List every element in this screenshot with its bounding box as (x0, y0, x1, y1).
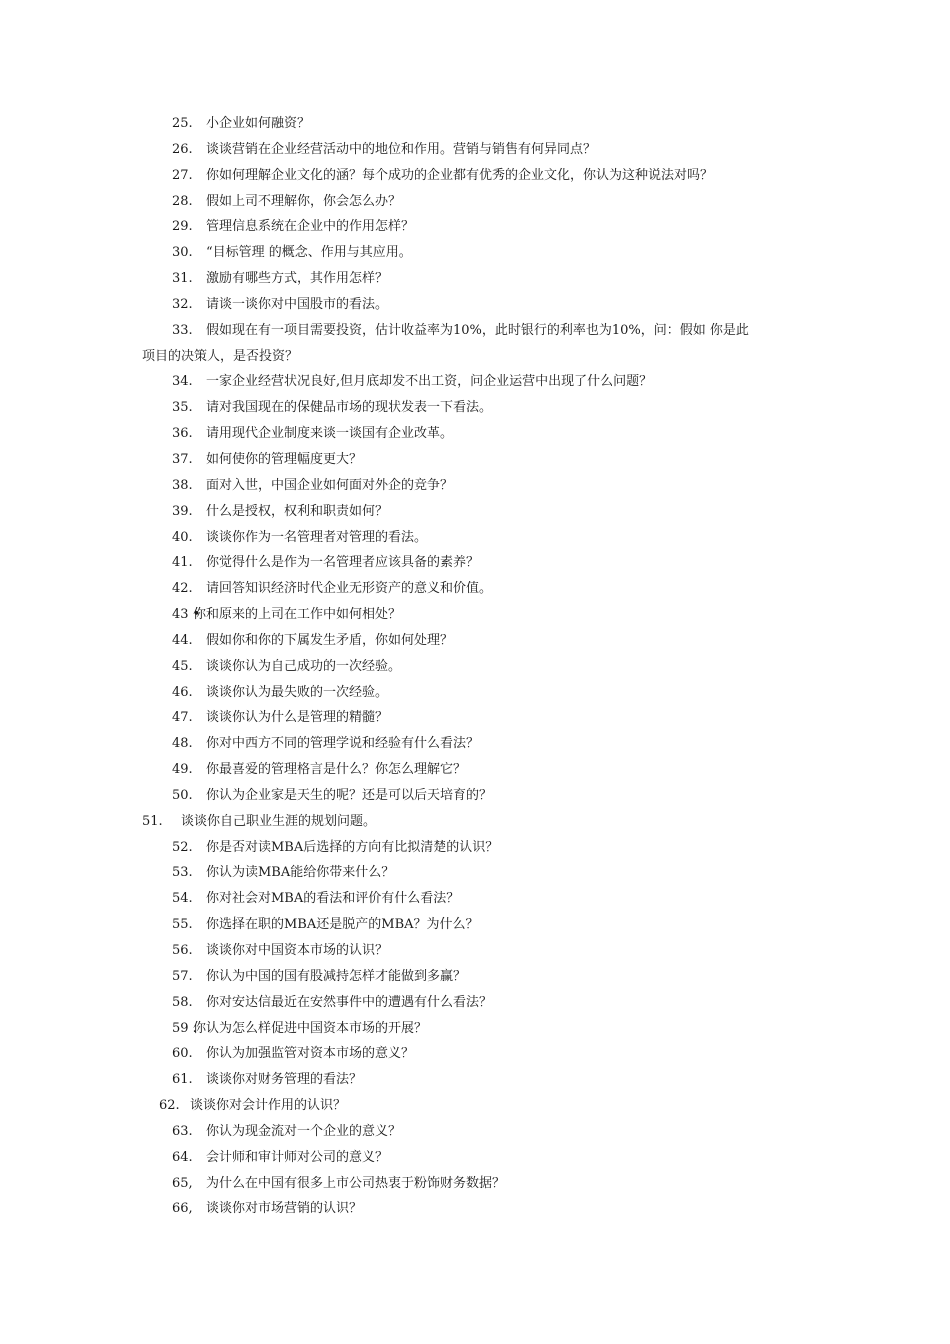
list-item (0, 525, 950, 551)
item-number: 42. (172, 581, 193, 597)
item-number: 27. (172, 167, 193, 183)
list-item (0, 369, 950, 395)
item-number: 25. (172, 116, 193, 131)
item-number: 65, (172, 1175, 193, 1191)
list-item (0, 809, 950, 835)
item-number: 48. (172, 736, 193, 752)
item-text: 你认为企业家是天生的呢？还是可以后天培育的？ (206, 787, 493, 803)
item-number: 58. (172, 994, 193, 1010)
item-text: 假如你和你的下属发生矛盾，你如何处理？ (206, 632, 454, 648)
item-text: 谈谈你对市场营销的认识？ (206, 1201, 363, 1217)
list-item (0, 1196, 950, 1222)
item-number: 61. (172, 1072, 193, 1088)
item-text: 请用现代企业制度来谈一谈国有企业改革。 (206, 426, 454, 442)
item-text: 你认为怎么样促进中国资本市场的开展？ (193, 1020, 428, 1036)
item-text: 谈谈你认为最失败的一次经验。 (206, 684, 389, 700)
item-text: 请对我国现在的保健品市场的现状发表一下看法。 (206, 400, 493, 416)
item-text: 一家企业经营状况良好,但月底却发不出工资，问企业运营中出现了什么问题？ (206, 374, 653, 390)
item-number: 59 . (172, 1020, 197, 1036)
list-item (0, 835, 950, 861)
item-text: 什么是授权，权利和职责如何？ (206, 503, 389, 519)
item-number: 53. (172, 865, 193, 881)
list-item (0, 499, 950, 525)
list-item (0, 1041, 950, 1067)
item-text: 谈谈你对财务管理的看法？ (206, 1072, 363, 1088)
list-item (0, 757, 950, 783)
item-number: 47. (172, 710, 193, 726)
item-number: 33. (172, 322, 193, 338)
list-item (0, 1171, 950, 1197)
item-number: 35. (172, 400, 193, 416)
list-item (0, 1016, 950, 1042)
list-item (0, 163, 950, 189)
item-text: 假如上司不理解你，你会怎么办？ (206, 193, 402, 209)
list-item (0, 1145, 950, 1171)
item-text: 你觉得什么是作为一名管理者应该具备的素养？ (206, 555, 480, 571)
item-number: 64. (172, 1149, 193, 1165)
item-text: 激励有哪些方式，其作用怎样？ (206, 271, 389, 287)
list-item (0, 473, 950, 499)
list-item (0, 447, 950, 473)
item-number: 45. (172, 658, 193, 674)
item-number: 63. (172, 1123, 193, 1139)
list-item (0, 1119, 950, 1145)
item-text: 你对社会对MBA的看法和评价有什么看法？ (206, 891, 460, 907)
item-number: 46. (172, 684, 193, 700)
item-number: 39. (172, 503, 193, 519)
item-text: 你认为读MBA能给你带来什么？ (206, 865, 395, 881)
list-item (0, 240, 950, 266)
item-number: 41. (172, 555, 193, 571)
list-item (0, 654, 950, 680)
list-item (0, 292, 950, 318)
item-number: 40. (172, 529, 193, 545)
item-text: 你对安达信最近在安然事件中的遭遇有什么看法？ (206, 994, 493, 1010)
item-number: 28. (172, 193, 193, 209)
list-item (0, 990, 950, 1016)
item-number: 32. (172, 296, 193, 312)
item-text: 为什么在中国有很多上市公司热衷于粉饰财务数据？ (206, 1175, 506, 1191)
item-number: 57. (172, 968, 193, 984)
item-text: 你认为现金流对一个企业的意义？ (206, 1123, 402, 1139)
item-text: 谈谈你对会计作用的认识？ (190, 1098, 347, 1114)
list-item (0, 550, 950, 576)
item-number: 26. (172, 141, 193, 157)
list-item (0, 886, 950, 912)
item-text: 谈谈你认为自己成功的一次经验。 (206, 658, 402, 674)
item-number: 38. (172, 477, 193, 493)
item-text: 面对入世，中国企业如何面对外企的竞争？ (206, 477, 454, 493)
item-number: 43 • (172, 607, 201, 623)
item-text: 会计师和审计师对公司的意义？ (206, 1149, 389, 1165)
item-number: 37. (172, 451, 193, 467)
item-number: 34. (172, 374, 193, 390)
item-text: 管理信息系统在企业中的作用怎样？ (206, 219, 415, 235)
item-text: 你最喜爱的管理格言是什么？你怎么理解它？ (206, 762, 467, 778)
list-item (0, 318, 950, 370)
list-item (0, 421, 950, 447)
question-list (0, 111, 950, 1222)
list-item (0, 266, 950, 292)
item-text: 你认为加强监管对资本市场的意义？ (206, 1046, 415, 1062)
item-number: 30. (172, 245, 193, 261)
item-number: 55. (172, 917, 193, 933)
list-item (0, 137, 950, 163)
item-text: 如何使你的管理幅度更大？ (206, 451, 363, 467)
item-text: 谈谈营销在企业经营活动中的地位和作用。营销与销售有何异同点？ (206, 141, 597, 157)
item-text: 谈谈你对中国资本市场的认识？ (206, 943, 389, 958)
list-item (0, 964, 950, 990)
item-text: “目标管理 的概念、作用与其应用。 (206, 245, 412, 261)
item-text: 小企业如何融资？ (206, 116, 311, 131)
list-item (0, 214, 950, 240)
item-number: 56. (172, 943, 193, 958)
item-number: 31. (172, 271, 193, 287)
item-text: 谈谈你认为什么是管理的精髓？ (206, 710, 389, 726)
list-item (0, 938, 950, 964)
item-text: 你选择在职的MBA还是脱产的MBA？为什么？ (206, 917, 479, 933)
item-text: 你如何理解企业文化的涵？每个成功的企业都有优秀的企业文化，你认为这种说法对吗？ (206, 167, 714, 183)
item-number: 49. (172, 762, 193, 778)
item-text: 谈谈你自己职业生涯的规划问题。 (181, 813, 377, 829)
list-item (0, 576, 950, 602)
list-item (0, 783, 950, 809)
item-number: 44. (172, 632, 193, 648)
item-text: 请回答知识经济时代企业无形资产的意义和价值。 (206, 581, 493, 597)
list-item (0, 731, 950, 757)
list-item (0, 680, 950, 706)
item-number: 29. (172, 219, 193, 235)
item-text: 谈谈你作为一名管理者对管理的看法。 (206, 529, 428, 545)
item-text: 你是否对读MBA后选择的方向有比拟清楚的认识？ (206, 839, 499, 855)
item-text: 你认为中国的国有股减持怎样才能做到多赢？ (206, 968, 467, 984)
item-number: 52. (172, 839, 193, 855)
list-item (0, 1067, 950, 1093)
list-item (0, 860, 950, 886)
item-text-continuation: 项目的决策人，是否投资？ (142, 348, 299, 364)
list-item (0, 111, 950, 137)
item-number: 62. (159, 1098, 180, 1114)
list-item (0, 1093, 950, 1119)
item-text: 你和原来的上司在工作中如何相处？ (193, 607, 402, 623)
item-number: 66, (172, 1201, 193, 1217)
list-item (0, 705, 950, 731)
item-text: 假如现在有一项目需要投资，估计收益率为10%，此时银行的利率也为10%，问：假如 你是此 (206, 322, 749, 338)
list-item (0, 602, 950, 628)
list-item (0, 912, 950, 938)
item-number: 60. (172, 1046, 193, 1062)
item-number: 54. (172, 891, 193, 907)
item-number: 36. (172, 426, 193, 442)
list-item (0, 189, 950, 215)
item-text: 请谈一谈你对中国股市的看法。 (206, 296, 389, 312)
list-item (0, 395, 950, 421)
item-number: 51. (142, 813, 163, 829)
list-item (0, 628, 950, 654)
item-number: 50. (172, 787, 193, 803)
item-text: 你对中西方不同的管理学说和经验有什么看法？ (206, 736, 480, 752)
